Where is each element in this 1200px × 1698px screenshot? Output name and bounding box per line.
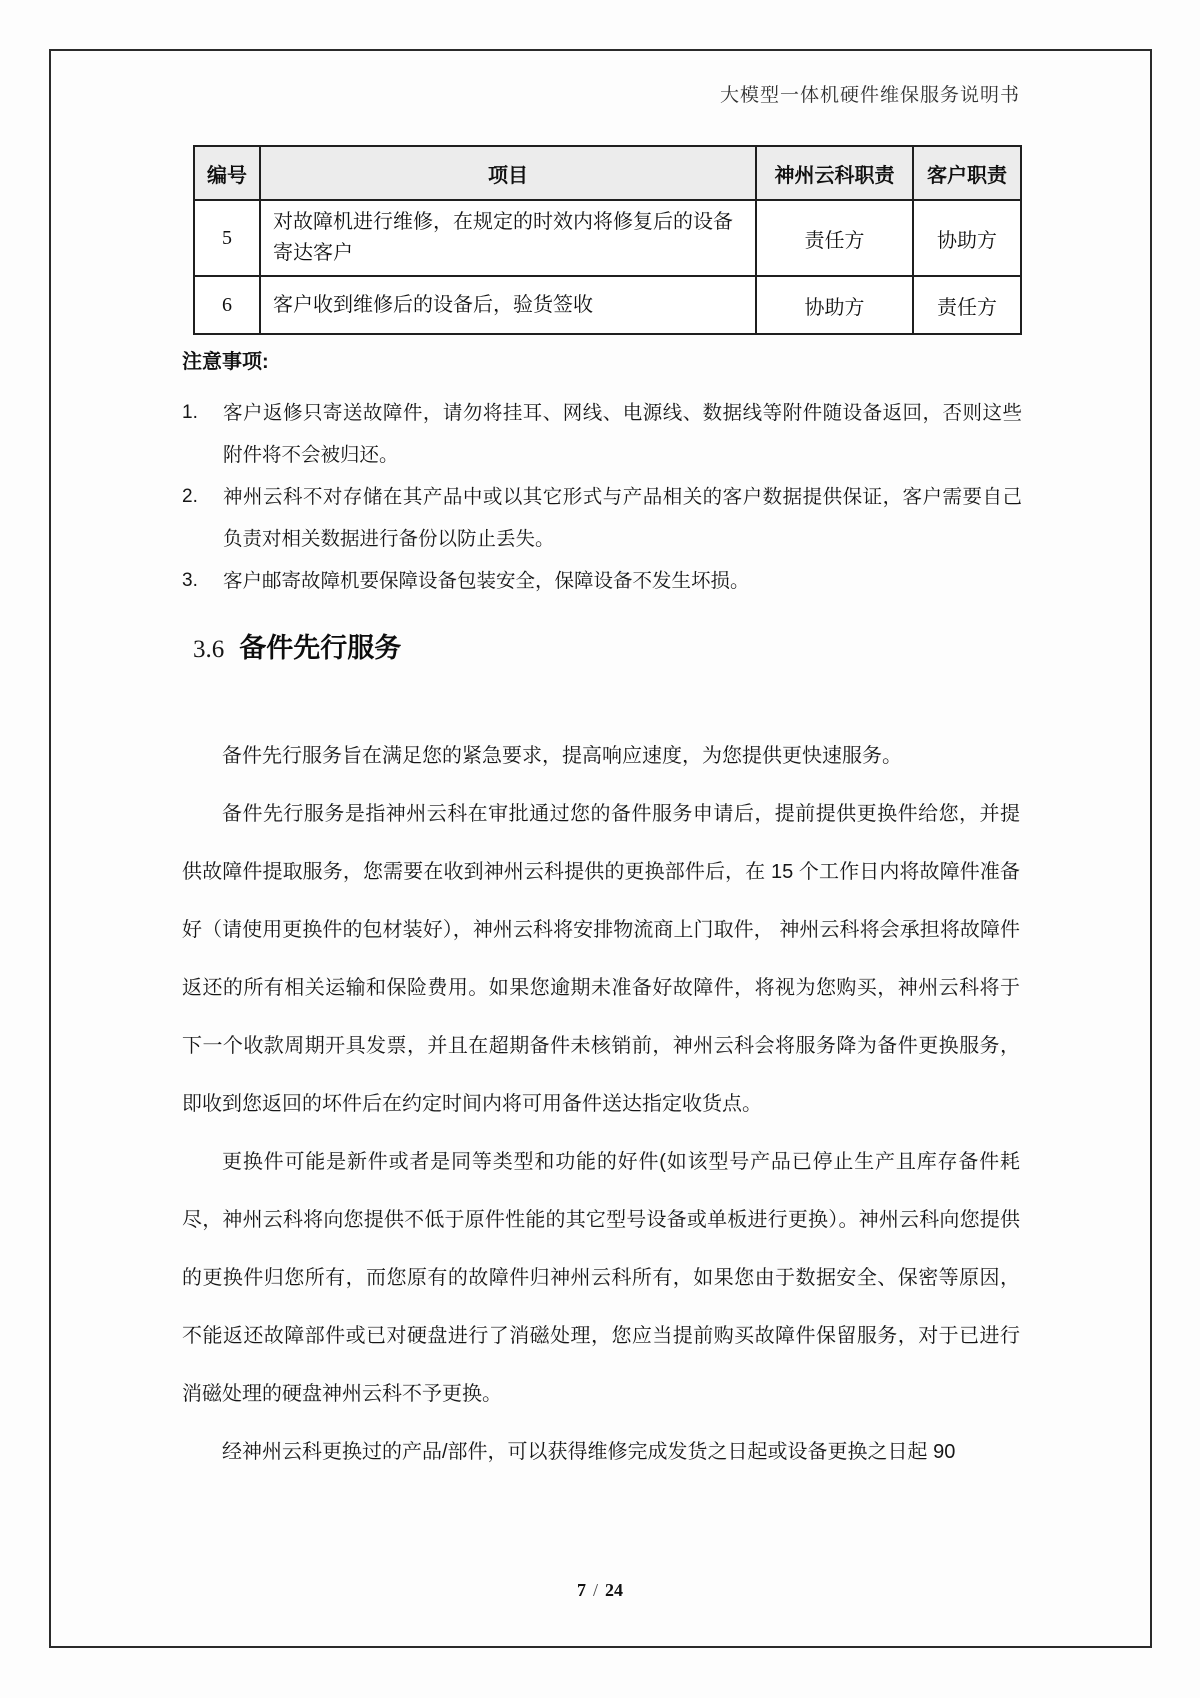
note-item (182, 560, 1022, 602)
table-header-row (194, 146, 1021, 200)
note-number: 3. (182, 570, 198, 591)
note-text: 客户邮寄故障机要保障设备包装安全，保障设备不发生坏损。 (223, 570, 750, 592)
note-number: 2. (182, 486, 198, 507)
column-header-customer-duty: 客户职责 (913, 146, 1021, 200)
note-number: 1. (182, 402, 198, 423)
paragraph: 备件先行服务旨在满足您的紧急要求，提高响应速度，为您提供更快速服务。 (222, 745, 902, 767)
paragraph: 备件先行服务是指神州云科在审批通过您的备件服务申请后，提前提供更换件给您，并提供故障件提取服务，您需要在收到神州云科提供的更换部件后，在 15 个工作日内将故障件准备好（请使用更换件的包材装好），神州云科将安排物流商上门取件， 神州云科将会承担将故障件返还的所有相关运输和保险费用。如果您逾期未准备好故障件，将视为您购买，神州云科将于下一个收款周期开具发票，并且在超期备件未核销前，神州云科会将服务降为备件更换服务，即收到您返回的坏件后在约定时间内将可用备件送达指定收货点。 (182, 803, 1020, 1115)
paragraph: 经神州云科更换过的产品/部件，可以获得维修完成发货之日起或设备更换之日起 90 (222, 1441, 956, 1463)
section-number: 3.6 (193, 636, 225, 663)
section-heading (193, 626, 401, 665)
page-number-current: 7 (576, 1580, 586, 1600)
row-item-cell: 对故障机进行维修，在规定的时效内将修复后的设备寄达客户 (260, 200, 756, 276)
column-header-number: 编号 (194, 146, 260, 200)
document-header-title: 大模型一体机硬件维保服务说明书 (719, 85, 1020, 106)
row-customer-duty-cell: 协助方 (913, 200, 1021, 276)
page-number-separator: / (592, 1580, 598, 1600)
row-item-cell: 客户收到维修后的设备后，验货签收 (260, 276, 756, 334)
note-item (182, 392, 1022, 476)
page-number-total: 24 (605, 1580, 623, 1600)
notes-section (182, 345, 1022, 602)
section-body (182, 727, 1020, 1481)
note-text: 客户返修只寄送故障件，请勿将挂耳、网线、电源线、数据线等附件随设备返回，否则这些附件将不会被归还。 (223, 402, 1022, 466)
row-vendor-duty-cell: 责任方 (756, 200, 913, 276)
section-title: 备件先行服务 (239, 633, 402, 663)
row-vendor-duty-cell: 协助方 (756, 276, 913, 334)
note-text: 神州云科不对存储在其产品中或以其它形式与产品相关的客户数据提供保证，客户需要自己负责对相关数据进行备份以防止丢失。 (223, 486, 1022, 550)
column-header-item: 项目 (260, 146, 756, 200)
column-header-vendor-duty: 神州云科职责 (756, 146, 913, 200)
note-item (182, 476, 1022, 560)
responsibility-table (193, 145, 1022, 335)
table-row (194, 200, 1021, 276)
page-number (0, 1580, 1200, 1601)
row-customer-duty-cell: 责任方 (913, 276, 1021, 334)
row-number-cell: 5 (194, 200, 260, 276)
row-number-cell: 6 (194, 276, 260, 334)
paragraph: 更换件可能是新件或者是同等类型和功能的好件(如该型号产品已停止生产且库存备件耗尽，神州云科将向您提供不低于原件性能的其它型号设备或单板进行更换）。神州云科向您提供的更换件归您所有，而您原有的故障件归神州云科所有，如果您由于数据安全、保密等原因，不能返还故障部件或已对硬盘进行了消磁处理，您应当提前购买故障件保留服务，对于已进行消磁处理的硬盘神州云科不予更换。 (182, 1151, 1020, 1405)
table-row (194, 276, 1021, 334)
notes-title: 注意事项: (182, 351, 269, 373)
